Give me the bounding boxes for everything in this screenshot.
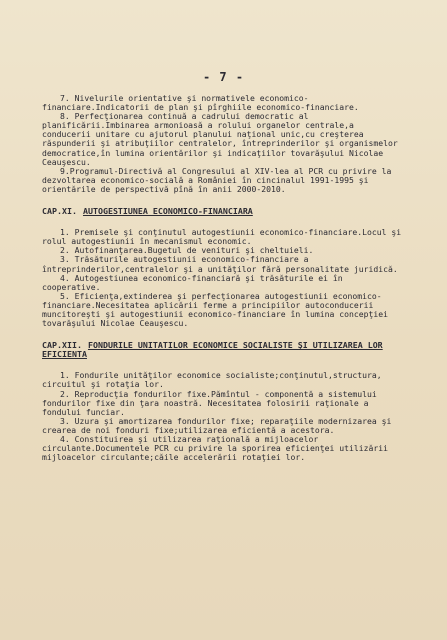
chapter-12-item-4: 4. Constituirea şi utilizarea raţională a mijloacelor circulante.Documentele PCR cu privire la sporirea eficienţei utilizării mijloacelor circulante;căile accelerării rotaţiei lor. bbox=[42, 434, 393, 463]
page-number: - 7 - bbox=[202, 70, 245, 84]
chapter-12-item-1: 1. Fondurile unităţilor economice socialiste;conţinutul,structura, circuitul şi rotaţia lor. bbox=[42, 370, 387, 390]
intro-paragraph-7: 7. Nivelurile orientative şi normativele economico-financiare.Indicatorii de plan şi pîrghiile economico-financiare. bbox=[42, 93, 359, 113]
chapter-11-item-3: 3. Trăsăturile autogestiunii economico-financiare a întreprinderilor,centralelor şi a unităţilor fără personalitate juridică. bbox=[42, 254, 398, 274]
chapter-title: AUTOGESTIUNEA ECONOMICO-FINANCIARA bbox=[82, 206, 253, 217]
chapter-number: CAP.XII. bbox=[42, 340, 82, 351]
chapter-heading-11 bbox=[42, 207, 404, 216]
document-body bbox=[42, 94, 404, 462]
chapter-11-item-5: 5. Eficienţa,extinderea şi perfecţionarea autogestiunii economico-financiare.Necesitatea aplicării ferme a principiilor autoconducerii muncitoreşti şi autogestiunii economico-financiare în lumina concepţiei tovarăşului Nicolae Ceauşescu. bbox=[42, 290, 393, 329]
chapter-11-item-2: 2. Autofinanţarea.Bugetul de venituri şi cheltuieli. bbox=[60, 245, 314, 256]
chapter-12-item-2: 2. Reproducţia fondurilor fixe.Pămîntul - componentă a sistemului fondurilor fixe din ţara noastră. Necesitatea folosirii raţionale a fondului funciar. bbox=[42, 388, 382, 417]
intro-paragraph-9: 9.Programul-Directivă al Congresului al XIV-lea al PCR cu privire la dezvoltarea economico-socială a României în cincinalul 1991-1995 şi orientările de perspectivă pînă în anii 2000-2010. bbox=[42, 165, 397, 194]
chapter-11-item-1: 1. Premisele şi conţinutul autogestiunii economico-financiare.Locul şi rolul autogestiunii în mecanismul economic. bbox=[42, 227, 406, 247]
chapter-heading-12 bbox=[42, 341, 404, 359]
chapter-12-item-3: 3. Uzura şi amortizarea fondurilor fixe; reparaţiile modernizarea şi crearea de noi fonduri fixe;utilizarea eficientă a acestora. bbox=[42, 415, 397, 435]
intro-paragraph-8: 8. Perfecţionarea continuă a cadrului democratic al planificării.Imbinarea armonioasă a rolului organelor centrale,a conducerii unitare cu ajutorul planului naţional unic,cu creşterea răspunderii şi atribuţiilor centralelor, întreprinderilor şi organismelor democratice,în lumina orientărilor şi indicaţiilor tovarăşului Nicolae Ceauşescu. bbox=[42, 111, 403, 167]
chapter-title: FONDURILE UNITATILOR ECONOMICE SOCIALISTE ŞI UTILIZAREA LOR EFICIENTA bbox=[42, 340, 383, 360]
chapter-11-item-4: 4. Autogestiunea economico-financiară şi trăsăturile ei în cooperative. bbox=[42, 272, 348, 292]
chapter-number: CAP.XI. bbox=[42, 206, 77, 217]
